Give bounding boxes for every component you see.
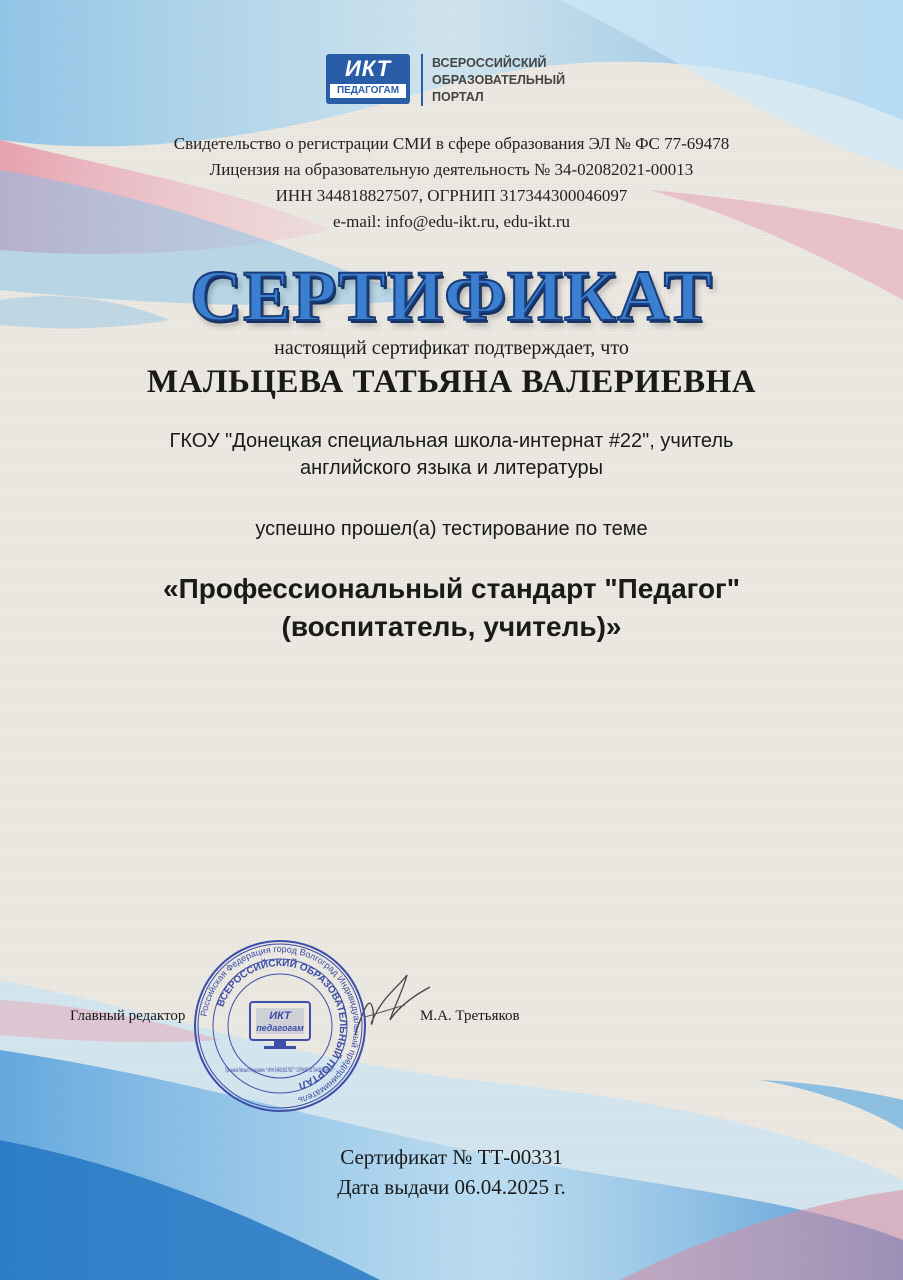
test-topic xyxy=(0,570,903,646)
stamp-icon-text: ИКТ xyxy=(269,1010,291,1022)
confirms-text: настоящий сертификат подтверждает, что xyxy=(274,337,629,359)
organization-line: английского языка и литературы xyxy=(299,457,603,479)
stamp-outer-text: Российская Федерация город Волгоград Индивидуальный предприниматель xyxy=(198,943,363,1106)
recipient-organization xyxy=(0,428,903,482)
signatory-role: Главный редактор xyxy=(70,1008,186,1024)
organization-line: ГКОУ "Донецкая специальная школа-интернат #22", учитель xyxy=(169,430,734,452)
passed-text: успешно прошел(а) тестирование по теме xyxy=(255,518,648,540)
issue-date: Дата выдачи 06.04.2025 г. xyxy=(337,1175,566,1199)
stamp-bottom-text: Третьяков Михаил Андреевич * ИНН 344818827507 * ОГРНИП 317344300046097 * xyxy=(225,1068,336,1074)
logo-text xyxy=(432,55,592,106)
stamp-ring-text: ВСЕРОССИЙСКИЙ ОБРАЗОВАТЕЛЬНЫЙ ПОРТАЛ xyxy=(215,957,349,1091)
topic-line: (воспитатель, учитель)» xyxy=(281,611,622,642)
registration-line: Свидетельство о регистрации СМИ в сфере образования ЭЛ № ФС 77-69478 xyxy=(173,134,730,153)
logo-line: ВСЕРОССИЙСКИЙ xyxy=(432,56,547,70)
logo-icon-subtext: ПЕДАГОГАМ xyxy=(330,84,406,98)
logo-line: ПОРТАЛ xyxy=(432,90,484,104)
certificate-title: СЕРТИФИКАТ xyxy=(190,256,713,336)
recipient-name: МАЛЬЦЕВА ТАТЬЯНА ВАЛЕРИЕВНА xyxy=(146,364,757,400)
signatory-name: М.А. Третьяков xyxy=(420,1008,520,1024)
stamp-icon-subtext: педагогам xyxy=(256,1023,304,1033)
official-stamp xyxy=(192,938,368,1114)
registration-details xyxy=(0,131,903,235)
logo-line: ОБРАЗОВАТЕЛЬНЫЙ xyxy=(432,73,566,87)
topic-line: «Профессиональный стандарт "Педагог" xyxy=(163,573,740,604)
logo-icon-text: ИКТ xyxy=(344,56,392,81)
ikt-logo-icon xyxy=(326,54,410,104)
registration-line: e-mail: info@edu-ikt.ru, edu-ikt.ru xyxy=(332,212,571,231)
portal-logo xyxy=(326,54,586,110)
certificate-number: Сертификат № ТТ-00331 xyxy=(340,1145,563,1169)
logo-divider xyxy=(421,54,423,106)
registration-line: Лицензия на образовательную деятельность № 34-02082021-00013 xyxy=(209,160,694,179)
registration-line: ИНН 344818827507, ОГРНИП 317344300046097 xyxy=(275,186,628,205)
